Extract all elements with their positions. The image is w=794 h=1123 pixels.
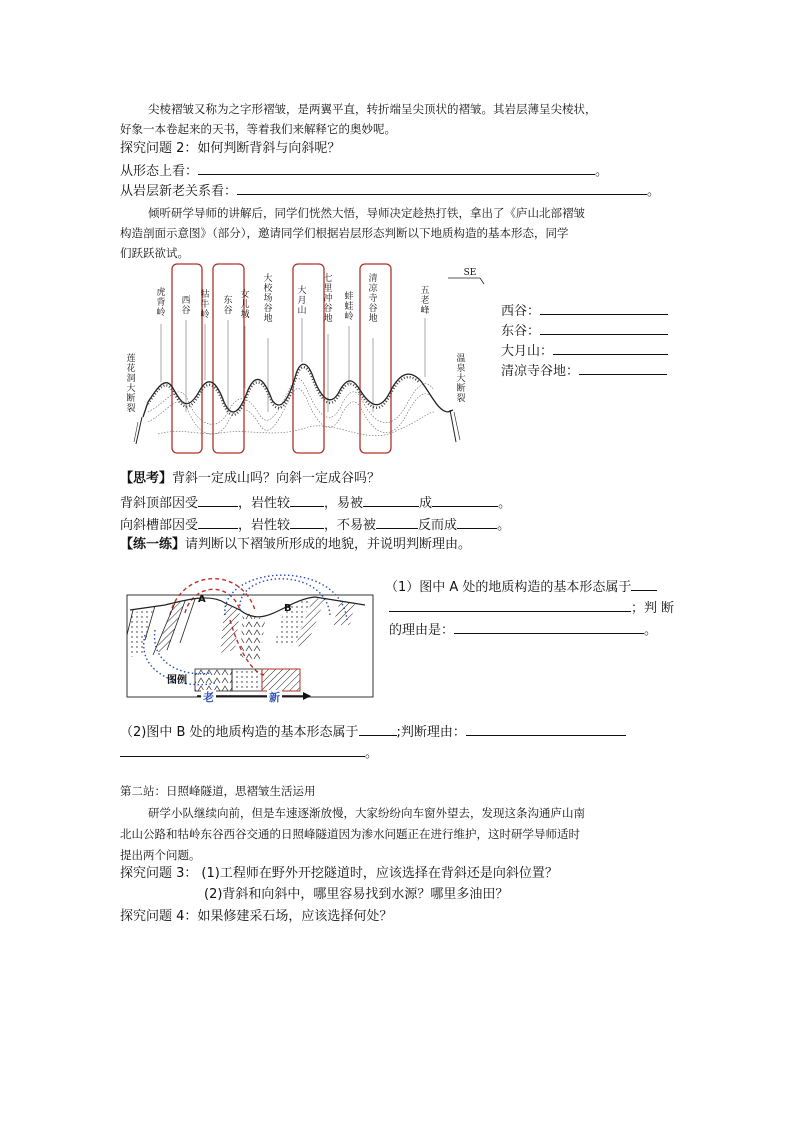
practice-tag: 【练一练】 (120, 537, 186, 552)
answer-xigu (501, 302, 668, 320)
form-view-label: 从形态上看： (120, 164, 199, 179)
question-4: 探究问题 4：如果修建采石场，应该选择何处？ (120, 909, 393, 924)
blank[interactable] (290, 516, 324, 529)
intro-line-2: 好象一本卷起来的天书，等着我们来解释它的奥妙呢。 (120, 122, 396, 136)
practice-q1-blank-1[interactable] (631, 578, 657, 591)
think-text: 背斜一定成山吗？向斜一定成谷吗？ (172, 471, 381, 486)
practice-q2-text-2: ;判断理由： (396, 725, 466, 740)
answer-blank[interactable] (540, 322, 668, 335)
form-view-row (120, 162, 608, 180)
anticline-text-e: 。 (498, 496, 512, 511)
syncline-text-e: 。 (497, 518, 511, 533)
anticline-text-a: 背斜顶部因受 (120, 496, 199, 511)
blank[interactable] (290, 494, 324, 507)
blank[interactable] (363, 494, 419, 507)
blank[interactable] (432, 494, 498, 507)
rock-age-blank[interactable] (237, 182, 647, 195)
practice-q2-reason-blank[interactable] (466, 723, 626, 736)
para-2-line-2: 构造剖面示意图》（部分），邀请同学们根据岩层形态判断以下地质构造的基本形态，同学 (120, 226, 569, 240)
point-a-label: A (198, 594, 206, 605)
fig1-label-nvercheng: 女儿城 (240, 290, 250, 320)
anticline-text-d: 成 (419, 496, 433, 511)
blank[interactable] (457, 516, 497, 529)
anticline-text-c: ，易被 (324, 496, 364, 511)
practice-text: 请判断以下褶皱所形成的地貌，并说明判断理由。 (185, 537, 472, 552)
answer-blank[interactable] (540, 302, 668, 315)
answer-blank[interactable] (579, 362, 667, 375)
fig1-label-xigu: 西谷 (181, 296, 191, 316)
fold-section-svg (128, 262, 488, 457)
blank[interactable] (376, 516, 418, 529)
practice-q1-reason-blank[interactable] (454, 621, 644, 634)
fig1-label-wulaofeng: 五老峰 (420, 286, 430, 316)
intro-line-1: 尖棱褶皱又称为之字形褶皱，是两翼平直，转折端呈尖顶状的褶皱。其岩层薄呈尖棱状， (148, 102, 597, 116)
lushan-fold-section-figure (128, 262, 488, 457)
fold-practice-svg (125, 565, 377, 700)
form-view-blank[interactable] (198, 162, 595, 175)
blank[interactable] (198, 494, 238, 507)
practice-q1-blank-2[interactable] (389, 599, 631, 612)
practice-q1-line-3 (389, 621, 657, 639)
fig1-label-guniuling: 牯牛岭 (200, 290, 210, 320)
period: 。 (595, 164, 609, 179)
syncline-text-d: 反而成 (418, 518, 458, 533)
question-3-part-1: (1)工程师在野外开挖隧道时，应该选择在背斜还是向斜位置？ (201, 866, 558, 881)
syncline-row (120, 516, 510, 534)
fig1-label-hubeiling: 虎背岭 (156, 288, 166, 318)
answer-label: 大月山： (501, 344, 554, 359)
period: 。 (644, 623, 658, 638)
question-3-part-2: (2)背斜和向斜中，哪里容易找到水源？哪里多油田？ (204, 887, 509, 902)
period: 。 (365, 746, 379, 761)
practice-q1-reason-label: 的理由是： (389, 623, 455, 638)
practice-q1-line-2 (389, 599, 674, 617)
blank[interactable] (198, 516, 238, 529)
practice-q2-blank[interactable] (359, 723, 397, 736)
anticline-text-b: ，岩性较 (238, 496, 291, 511)
practice-q2-line-1 (120, 723, 626, 741)
fig1-right-fault-label: 温泉大断裂 (456, 354, 466, 404)
think-question (120, 471, 380, 487)
answer-label: 东谷： (501, 324, 541, 339)
answer-blank[interactable] (553, 342, 668, 355)
practice-q1-line-1 (385, 578, 657, 596)
fig1-label-dayueshan: 大月山 (297, 286, 307, 316)
fig1-label-dajiaochang: 大校场谷地 (263, 274, 273, 324)
fold-practice-figure (125, 565, 377, 704)
practice-q1-text-2: ；判 断 (631, 601, 675, 616)
think-tag: 【思考】 (120, 471, 173, 486)
syncline-text-a: 向斜槽部因受 (120, 518, 199, 533)
practice-q1-text: （1）图中 A 处的地质构造的基本形态属于 (385, 580, 632, 595)
legend-label: 图例 (167, 675, 187, 686)
period: 。 (647, 184, 661, 199)
station-2-line-1: 研学小队继续向前，但是车速逐渐放慢，大家纷纷向车窗外望去，发现这条沟通庐山南 (148, 806, 585, 820)
question-3-line-1 (120, 866, 558, 882)
answer-qingliangsi (501, 362, 667, 380)
syncline-text-b: ，岩性较 (238, 518, 291, 533)
fig1-label-qilichong: 七里冲谷地 (323, 274, 333, 324)
practice-q2-text: （2)图中 B 处的地质构造的基本形态属于 (120, 725, 359, 740)
question-2-title: 探究问题 2：如何判断背斜与向斜呢？ (120, 141, 341, 156)
answer-label: 清凉寺谷地： (501, 364, 580, 379)
fig1-label-bengwaling: 蚌蛙岭 (344, 292, 354, 322)
practice-q2-reason-blank-2[interactable] (120, 744, 365, 757)
question-3-label: 探究问题 3： (120, 866, 198, 881)
syncline-text-c: ，不易被 (324, 518, 377, 533)
practice-q2-line-2 (120, 744, 378, 762)
fig1-left-fault-label: 莲花洞大断裂 (126, 354, 136, 414)
point-b-label: B (284, 603, 292, 614)
para-2-line-3: 们跃跃欲试。 (120, 246, 189, 260)
anticline-row (120, 494, 511, 512)
rock-age-row (120, 182, 660, 200)
legend-new-label: 新 (269, 691, 280, 704)
practice-header (120, 537, 471, 553)
answer-dayueshan (501, 342, 668, 360)
para-2-line-1: 倾听研学导师的讲解后，同学们恍然大悟，导师决定趁热打铁，拿出了《庐山北部褶皱 (148, 206, 585, 220)
station-2-title: 第二站：日照峰隧道，思褶皱生活运用 (120, 784, 316, 798)
rock-age-label: 从岩层新老关系看： (120, 184, 238, 199)
legend-old-label: 老 (203, 691, 214, 704)
fig1-direction: SE (463, 268, 477, 278)
station-2-line-3: 提出两个问题。 (120, 848, 201, 862)
answer-donggu (501, 322, 668, 340)
fig1-label-donggu: 东谷 (223, 296, 233, 316)
station-2-line-2: 北山公路和牯岭东谷西谷交通的日照峰隧道因为渗水问题正在进行维护，这时研学导师适时 (120, 827, 580, 841)
answer-label: 西谷： (501, 304, 541, 319)
fig1-label-qingliangsi: 清凉寺谷地 (368, 274, 378, 324)
